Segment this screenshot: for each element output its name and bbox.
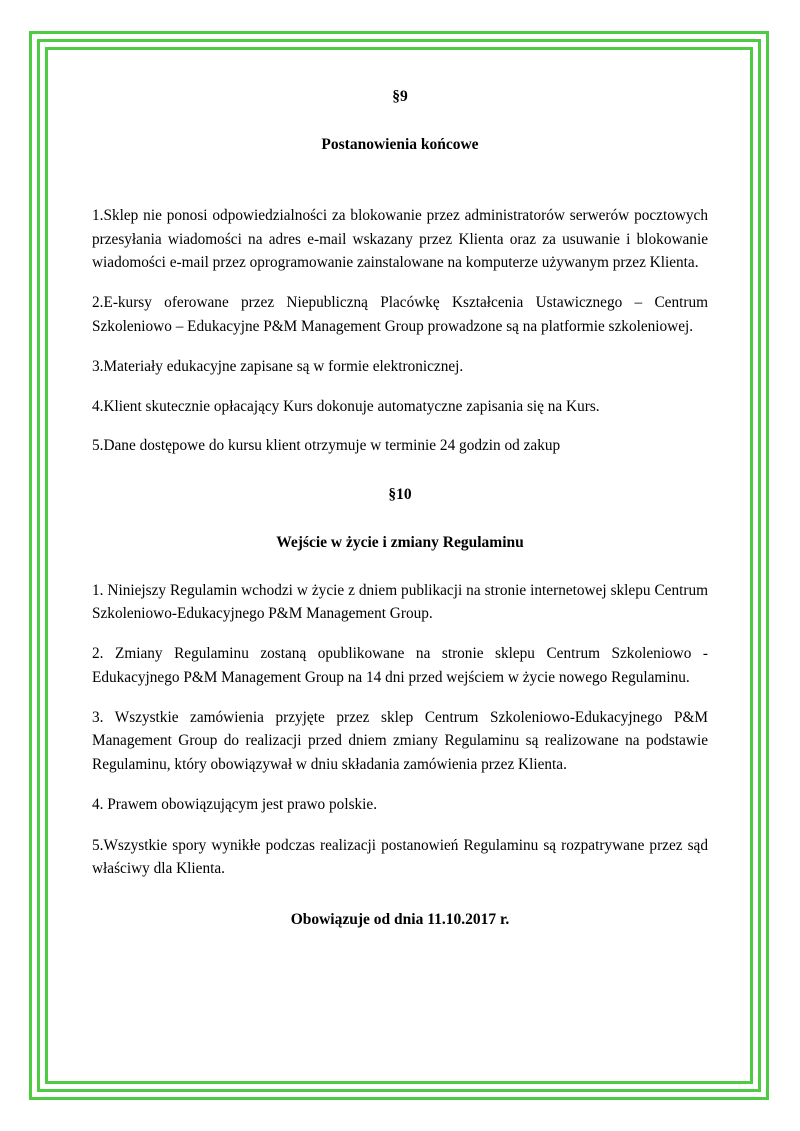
spacer bbox=[92, 625, 708, 642]
spacer bbox=[92, 274, 708, 291]
paragraph-10-4: 4. Prawem obowiązującym jest prawo polskie. bbox=[92, 796, 378, 814]
spacer bbox=[92, 379, 708, 395]
section-title-10: Wejście w życie i zmiany Regulaminu bbox=[276, 533, 524, 551]
spacer bbox=[92, 418, 708, 434]
paragraph-10-1: 1. Niniejszy Regulamin wchodzi w życie z dniem publikacji na stronie internetowej sklepu Centrum Szkoleniowo-Edukacyjnego P&M Management Group. bbox=[92, 581, 708, 622]
paragraph-9-5: 5.Dane dostępowe do kursu klient otrzymuje w terminie 24 godzin od zakup bbox=[92, 436, 561, 454]
spacer bbox=[92, 553, 708, 579]
effective-date-line: Obowiązuje od dnia 11.10.2017 r. bbox=[290, 911, 510, 929]
paragraph-9-3: 3.Materiały edukacyjne zapisane są w formie elektronicznej. bbox=[92, 358, 464, 376]
paragraph-10-2: 2. Zmiany Regulaminu zostaną opublikowane na stronie sklepu Centrum Szkoleniowo - Edukacyjnego P&M Management Group na 14 dni przed wejściem w życie nowego Regulaminu. bbox=[92, 645, 708, 686]
spacer bbox=[92, 689, 708, 706]
spacer bbox=[92, 338, 708, 355]
section-mark-10: §10 bbox=[388, 486, 412, 504]
paragraph-9-4: 4.Klient skutecznie opłacający Kurs dokonuje automatyczne zapisania się na Kurs. bbox=[92, 397, 600, 415]
paragraph-10-5: 5.Wszystkie spory wynikłe podczas realizacji postanowień Regulaminu są rozpatrywane przez sąd właściwy dla Klienta. bbox=[92, 836, 708, 878]
paragraph-9-1: 1.Sklep nie ponosi odpowiedzialności za blokowanie przez administratorów serwerów pocztowych przesyłania wiadomości na adres e-mail wskazany przez Klienta oraz za usuwanie i blokowanie wiadomości e-mail przez oprogramowanie zainstalowane na komputerze używanym przez Klienta. bbox=[92, 207, 708, 271]
spacer bbox=[92, 776, 708, 793]
paragraph-10-3: 3. Wszystkie zamówienia przyjęte przez sklep Centrum Szkoleniowo-Edukacyjnego P&M Management Group do realizacji przed dniem zmiany Regulaminu są realizowane na podstawie Regulaminu, który obowiązywał w dniu składania zamówienia przez Klienta. bbox=[92, 709, 708, 773]
section-title-9: Postanowienia końcowe bbox=[321, 135, 479, 153]
paragraph-9-2: 2.E-kursy oferowane przez Niepubliczną Placówkę Kształcenia Ustawicznego – Centrum Szkoleniowo – Edukacyjne P&M Management Group prowadzone są na platformie szkoleniowej. bbox=[92, 294, 708, 335]
document-body bbox=[92, 88, 708, 929]
spacer bbox=[92, 154, 708, 204]
section-mark-9: §9 bbox=[392, 88, 408, 105]
spacer bbox=[92, 817, 708, 834]
